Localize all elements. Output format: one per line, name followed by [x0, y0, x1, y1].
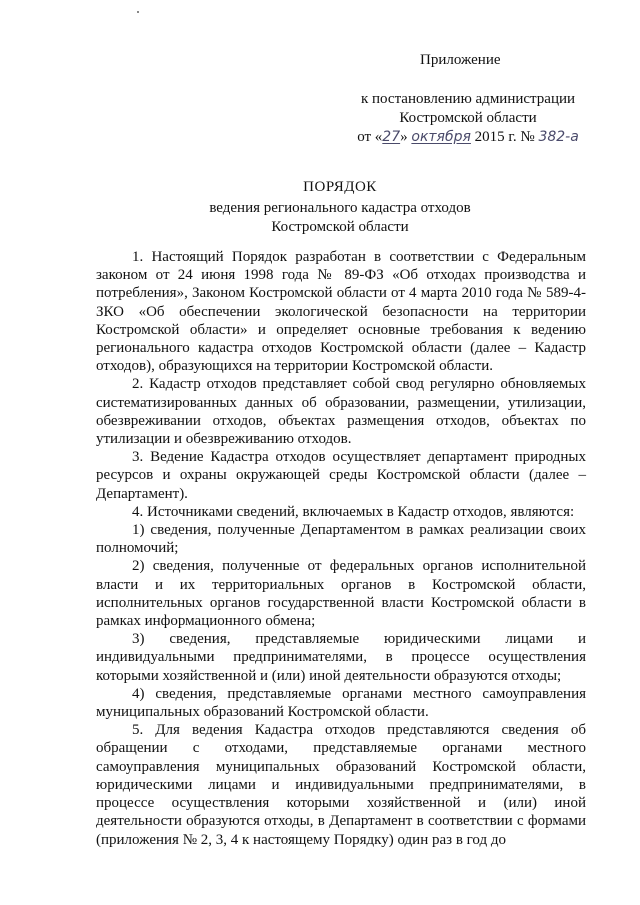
- paragraph-1: 1. Настоящий Порядок разработан в соответствии с Федеральным законом от 24 июня 1998 года № 89-ФЗ «Об отходах производства и потребления», Законом Костромской области от 4 марта 2010 года № 589-4-ЗКО «Об обеспечении экологической безопасности на территории Костромской области» и определяет основные требования к ведению регионального кадастра отходов Костромской области (далее – Кадастр отходов), образующихся на территории Костромской области.: [96, 249, 586, 375]
- document-body: [96, 248, 586, 849]
- date-day: 27: [382, 129, 401, 145]
- paragraph-2: 2. Кадастр отходов представляет собой свод регулярно обновляемых систематизированных данных об образовании, размещении, утилизации, обезвреживании отходов, объектах размещения отходов, объектах по утилизации и обезвреживанию отходов.: [96, 376, 586, 448]
- appendix-line-1: к постановлению администрации: [360, 91, 576, 107]
- date-prefix: от «: [357, 129, 383, 145]
- paragraph-4: 4. Источниками сведений, включаемых в Кадастр отходов, являются:: [132, 503, 575, 520]
- document-subtitle-line-2: Костромской области: [271, 219, 409, 235]
- scan-dot: [137, 11, 139, 13]
- paragraph-4-item-2: 2) сведения, полученные от федеральных органов исполнительной власти и их территориальных органов в Костромской области, исполнительных органов государственной власти Костромской области в рамках информационного обмена;: [96, 558, 586, 630]
- paragraph-5: 5. Для ведения Кадастра отходов представляются сведения об обращении с отходами, представляемые органами местного самоуправления муниципальных образований Костромской области, юридическими лицами и индивидуальными предпринимателями, в процессе осуществления которыми хозяйственной и (или) иной деятельности образуются отходы, в Департамент в соответствии с формами (приложения № 2, 3, 4 к настоящему Порядку) один раз в год до: [96, 722, 586, 848]
- document-heading: ПОРЯДОК: [303, 179, 377, 195]
- paragraph-4-item-3: 3) сведения, представляемые юридическими лицами и индивидуальными предпринимателями, в процессе осуществления которыми хозяйственной и (или) иной деятельности образуются отходы;: [96, 631, 586, 684]
- appendix-reference: [300, 90, 636, 147]
- date-year: 2015 г. №: [474, 129, 535, 145]
- date-close: »: [400, 129, 408, 145]
- paragraph-4-item-4: 4) сведения, представляемые органами местного самоуправления муниципальных образований Костромской области.: [96, 685, 586, 721]
- document-number: 382-а: [538, 129, 579, 145]
- paragraph-4-item-1: 1) сведения, полученные Департаментом в рамках реализации своих полномочий;: [96, 522, 586, 557]
- document-title-block: [0, 178, 640, 237]
- appendix-line-2: Костромской области: [399, 110, 537, 126]
- paragraph-3: 3. Ведение Кадастра отходов осуществляет департамент природных ресурсов и охраны окружающей среды Костромской области (далее – Департамент).: [96, 449, 586, 502]
- appendix-date-line: [300, 128, 636, 147]
- document-subtitle-line-1: ведения регионального кадастра отходов: [209, 200, 471, 216]
- appendix-title: Приложение: [420, 52, 501, 68]
- date-month: октября: [411, 129, 471, 145]
